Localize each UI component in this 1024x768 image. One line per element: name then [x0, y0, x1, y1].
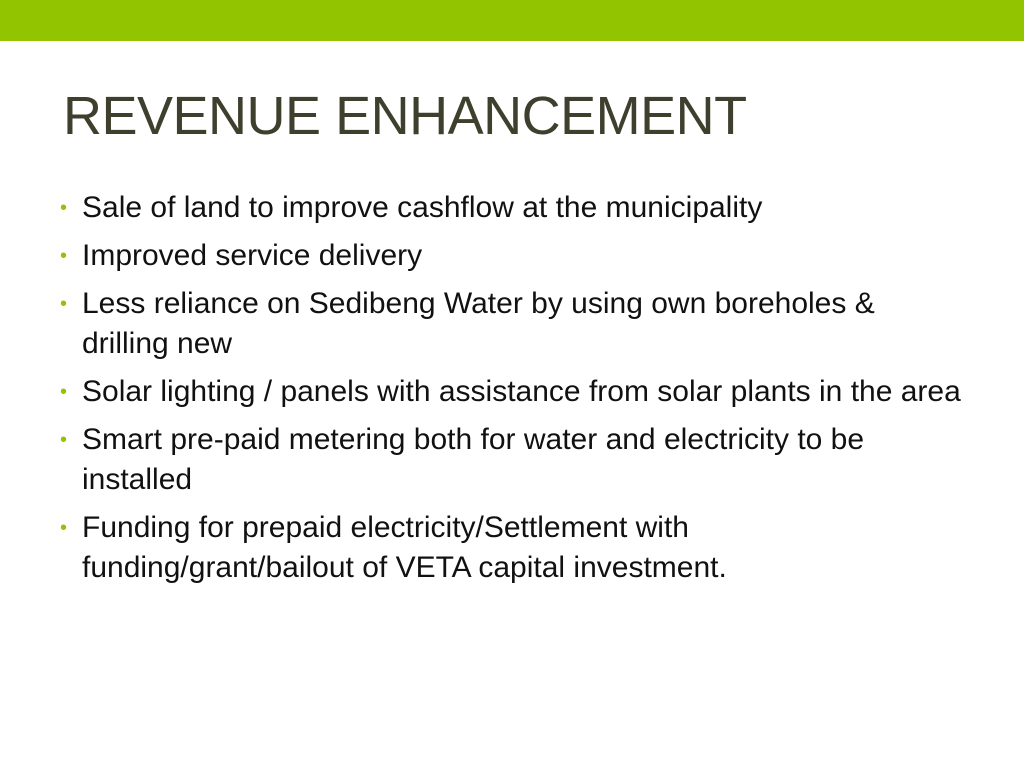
bullet-dot-icon: •: [60, 245, 68, 267]
bullet-item: [58, 188, 968, 228]
bullet-item: [58, 372, 968, 412]
bullet-dot-icon: •: [60, 429, 68, 451]
bullet-list: [58, 188, 968, 596]
bullet-item: [58, 236, 968, 276]
bullet-text: Sale of land to improve cashflow at the municipality: [82, 191, 763, 224]
bullet-dot-icon: •: [60, 517, 68, 539]
slide-title: REVENUE ENHANCEMENT: [63, 86, 747, 146]
top-accent-bar: [0, 0, 1024, 41]
bullet-dot-icon: •: [60, 293, 68, 315]
bullet-dot-icon: •: [60, 197, 68, 219]
bullet-text: Smart pre-paid metering both for water and electricity to be installed: [82, 423, 865, 496]
bullet-text: Improved service delivery: [82, 239, 423, 272]
bullet-text: Funding for prepaid electricity/Settlement with funding/grant/bailout of VETA capital investment.: [82, 511, 727, 584]
bullet-text: Less reliance on Sedibeng Water by using own boreholes & drilling new: [82, 287, 875, 360]
bullet-dot-icon: •: [60, 381, 68, 403]
bullet-text: Solar lighting / panels with assistance from solar plants in the area: [82, 375, 961, 408]
bullet-item: [58, 284, 968, 364]
bullet-item: [58, 420, 968, 500]
bullet-item: [58, 508, 968, 588]
